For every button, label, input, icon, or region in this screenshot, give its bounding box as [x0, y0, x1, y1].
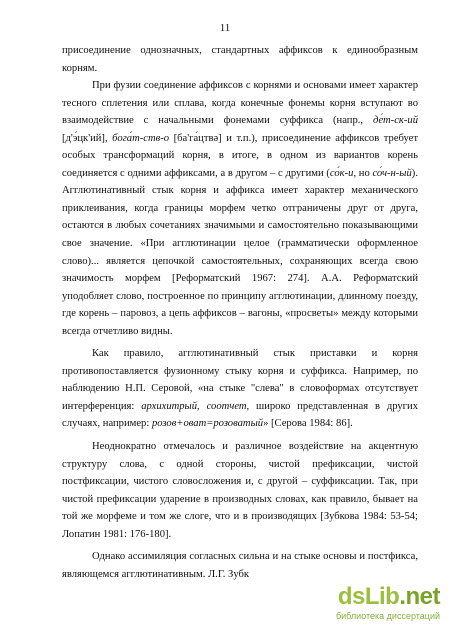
- text-run: Однако ассимиляция согласных сильна и на стыке основы и постфикса, являющемся агглютинативным. Л.Г. Зубк: [62, 551, 418, 580]
- text-run: Неоднократно отмечалось и различное воздействие на акцентную структуру слова, с одной стороны, чистой префиксации, чистой постфиксации, чистого словосложения и, с другой – суффиксации. Так, при чистой префиксации ударение в производных словах, как правило, бывает на той же морфеме и том же слоге, что и в производящих [Зубкова 1984: 53-54; Лопатин 1981: 176-180].: [62, 441, 418, 540]
- watermark-brand-suffix: .net: [399, 583, 440, 610]
- watermark-logo[interactable]: [322, 583, 442, 627]
- text-run: ,: [197, 400, 207, 412]
- text-run: [д'э́цк'ий],: [62, 132, 113, 144]
- paragraph-1: [62, 77, 418, 340]
- example-word: со́ч-н-ый: [372, 167, 412, 179]
- example-word: де́т-ск-ий: [372, 115, 418, 127]
- text-run: присоединение однозначных, стандартных аффиксов к единообразным корням.: [62, 45, 418, 74]
- example-word: розов+оват=розоватый: [151, 418, 264, 430]
- watermark-brand-main: dsLib: [337, 583, 400, 610]
- text-run: » [Серова 1984: 86].: [263, 418, 353, 430]
- watermark-tagline: библиотека диссертаций: [335, 611, 440, 621]
- body-text: [62, 42, 418, 583]
- text-run: [ба'га́цтвə] и т.п.), присоединение аффиксов требует особых трансформаций корня, в итоге, в одном из вариантов корень соединяется с одними аффиксами, а в другом – с другими (: [62, 132, 419, 179]
- paragraph-0: [62, 42, 418, 77]
- text-run: Как правило, агглютинативный стык приставки и корня противопоставляется фузионному стыку корня и суффикса. Например, по наблюдению Н.П. Серовой, «на стыке "слева" в словоформах отсутствует интерференция:: [62, 348, 418, 412]
- text-run: , но: [353, 167, 373, 179]
- example-word: соотчет: [206, 400, 247, 412]
- text-run: При фузии соединение аффиксов с корнями и основами имеет характер тесного сплетения или сплава, когда конечные фонемы корня вступают во взаимодействие с начальными фонемами суффикса (напр.,: [62, 80, 418, 127]
- example-word: бога́т-ств-о: [112, 132, 170, 144]
- paragraph-4: [62, 548, 418, 583]
- paragraph-3: [62, 438, 418, 543]
- text-run: , широко представленная в других случаях, например:: [62, 400, 418, 430]
- example-word: со́к-и: [329, 167, 354, 179]
- example-word: архихитрый: [141, 400, 198, 412]
- watermark-brand: [338, 583, 440, 611]
- page-number: 11: [219, 22, 231, 34]
- text-run: ). Агглютинативный стык корня и аффикса имеет характер механического приклеивания, когда границы морфем четко отграничены друг от друга, остаются в любых сочетаниях значимыми и самостоятельно показывающими свое значение. «При агглютинации целое (грамматически оформленное слово)... является цепочкой самостоятельных, сохраняющих всегда свою значимость морфем [Реформатский 1967: 274]. А.А. Реформатский уподобляет слово, построенное по принципу агглютинации, длинному поезду, где корень – паровоз, а цепь аффиксов – вагоны, «просветы» между которыми всегда отчетливо видны.: [62, 167, 418, 337]
- paragraph-2: [62, 345, 418, 433]
